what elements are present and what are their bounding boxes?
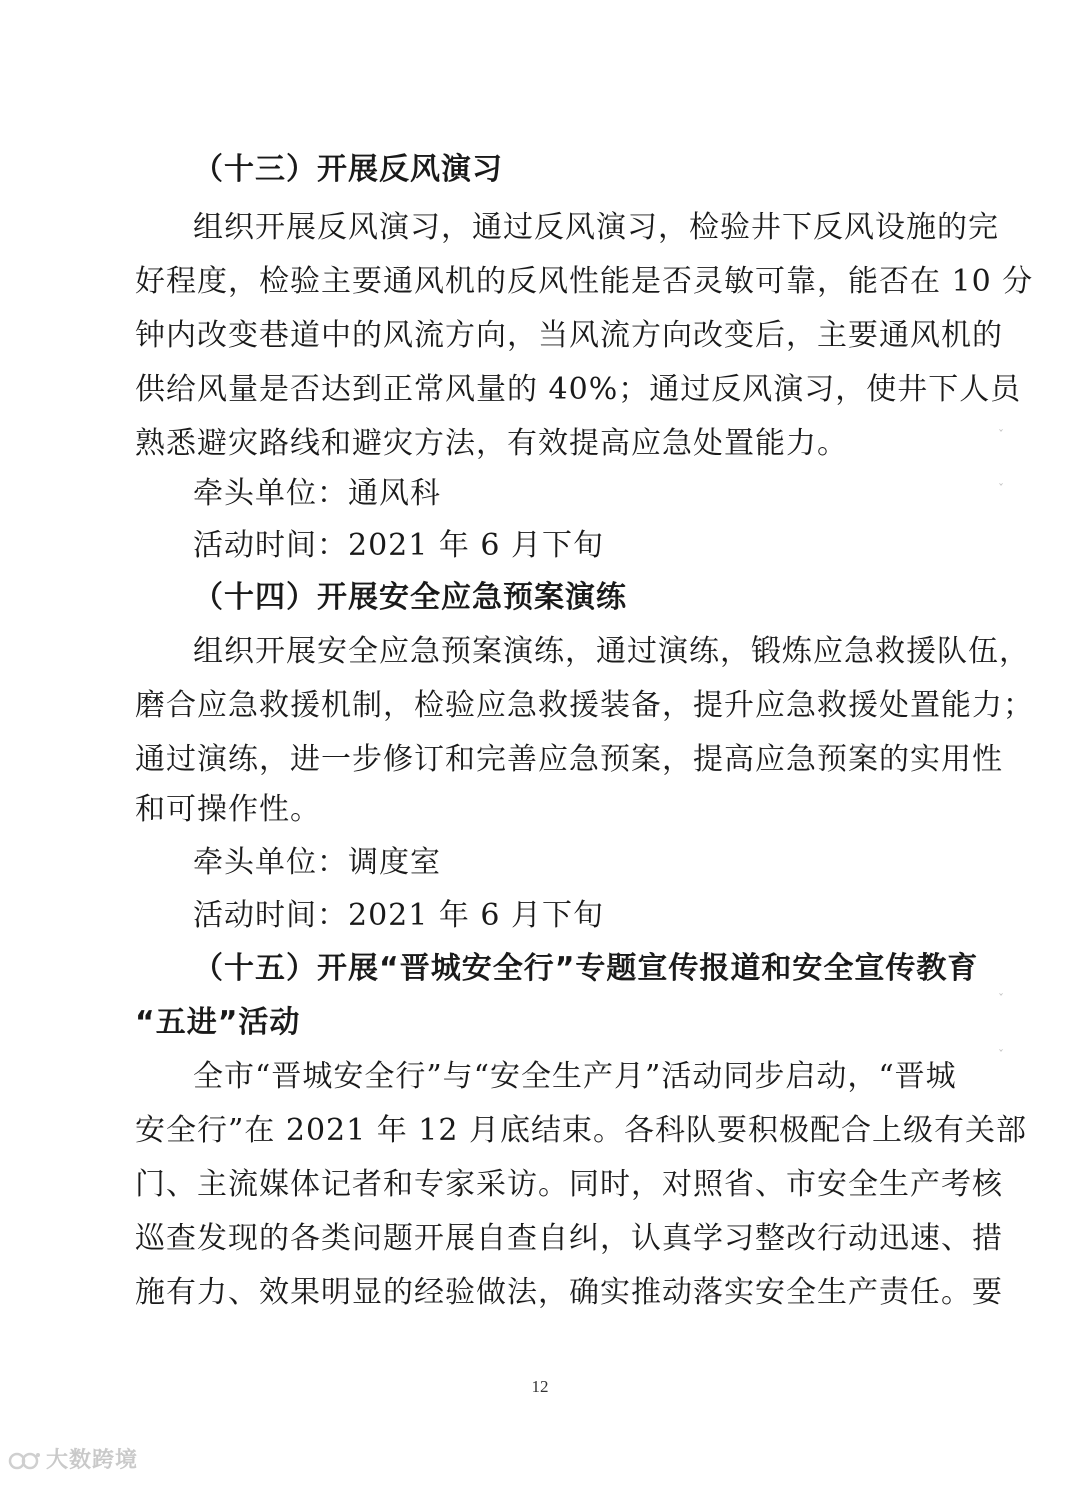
watermark-logo-icon: [8, 1449, 42, 1473]
section-13-lead-unit: 牵头单位：通风科: [193, 476, 441, 511]
section-14-para-line-4: 和可操作性。: [135, 792, 321, 827]
section-13-heading: （十三）开展反风演习: [193, 152, 503, 187]
section-15-heading-line-1: （十五）开展“晋城安全行”专题宣传报道和安全宣传教育: [193, 951, 979, 986]
section-15-para-line-3: 门、主流媒体记者和专家采访。同时，对照省、市安全生产考核: [135, 1167, 1003, 1202]
section-13-para-line-2: 好程度，检验主要通风机的反风性能是否灵敏可靠，能否在 10 分: [135, 264, 1034, 299]
section-14-para-line-1: 组织开展安全应急预案演练，通过演练，锻炼应急救援队伍，: [193, 634, 1030, 669]
section-13-para-line-4: 供给风量是否达到正常风量的 40%；通过反风演习，使井下人员: [135, 372, 1022, 407]
section-13-activity-time: 活动时间：2021 年 6 月下旬: [193, 528, 605, 563]
section-14-para-line-2: 磨合应急救援机制，检验应急救援装备，提升应急救援处置能力；: [135, 688, 1034, 723]
scan-mark: ˇ: [998, 1048, 1004, 1062]
section-14-para-line-3: 通过演练，进一步修订和完善应急预案，提高应急预案的实用性: [135, 742, 1003, 777]
section-14-activity-time: 活动时间：2021 年 6 月下旬: [193, 898, 605, 933]
section-15-para-line-1: 全市“晋城安全行”与“安全生产月”活动同步启动，“晋城: [193, 1059, 957, 1094]
section-15-para-line-2: 安全行”在 2021 年 12 月底结束。各科队要积极配合上级有关部: [135, 1113, 1028, 1148]
section-15-heading-line-2: “五进”活动: [135, 1005, 301, 1040]
section-13-para-line-1: 组织开展反风演习，通过反风演习，检验井下反风设施的完: [193, 210, 999, 245]
scan-mark: ˇ: [998, 992, 1004, 1006]
scan-mark: ˇ: [998, 428, 1004, 442]
page-number: 12: [531, 1377, 549, 1396]
scan-mark: ˇ: [998, 482, 1004, 496]
watermark-text: 大数跨境: [46, 1448, 139, 1473]
section-13-para-line-5: 熟悉避灾路线和避灾方法，有效提高应急处置能力。: [135, 426, 848, 461]
section-14-heading: （十四）开展安全应急预案演练: [193, 580, 627, 615]
section-15-para-line-4: 巡查发现的各类问题开展自查自纠，认真学习整改行动迅速、措: [135, 1221, 1003, 1256]
section-14-lead-unit: 牵头单位：调度室: [193, 845, 441, 880]
section-15-para-line-5: 施有力、效果明显的经验做法，确实推动落实安全生产责任。要: [135, 1275, 1003, 1310]
section-13-para-line-3: 钟内改变巷道中的风流方向，当风流方向改变后，主要通风机的: [135, 318, 1003, 353]
watermark: [8, 1443, 138, 1474]
